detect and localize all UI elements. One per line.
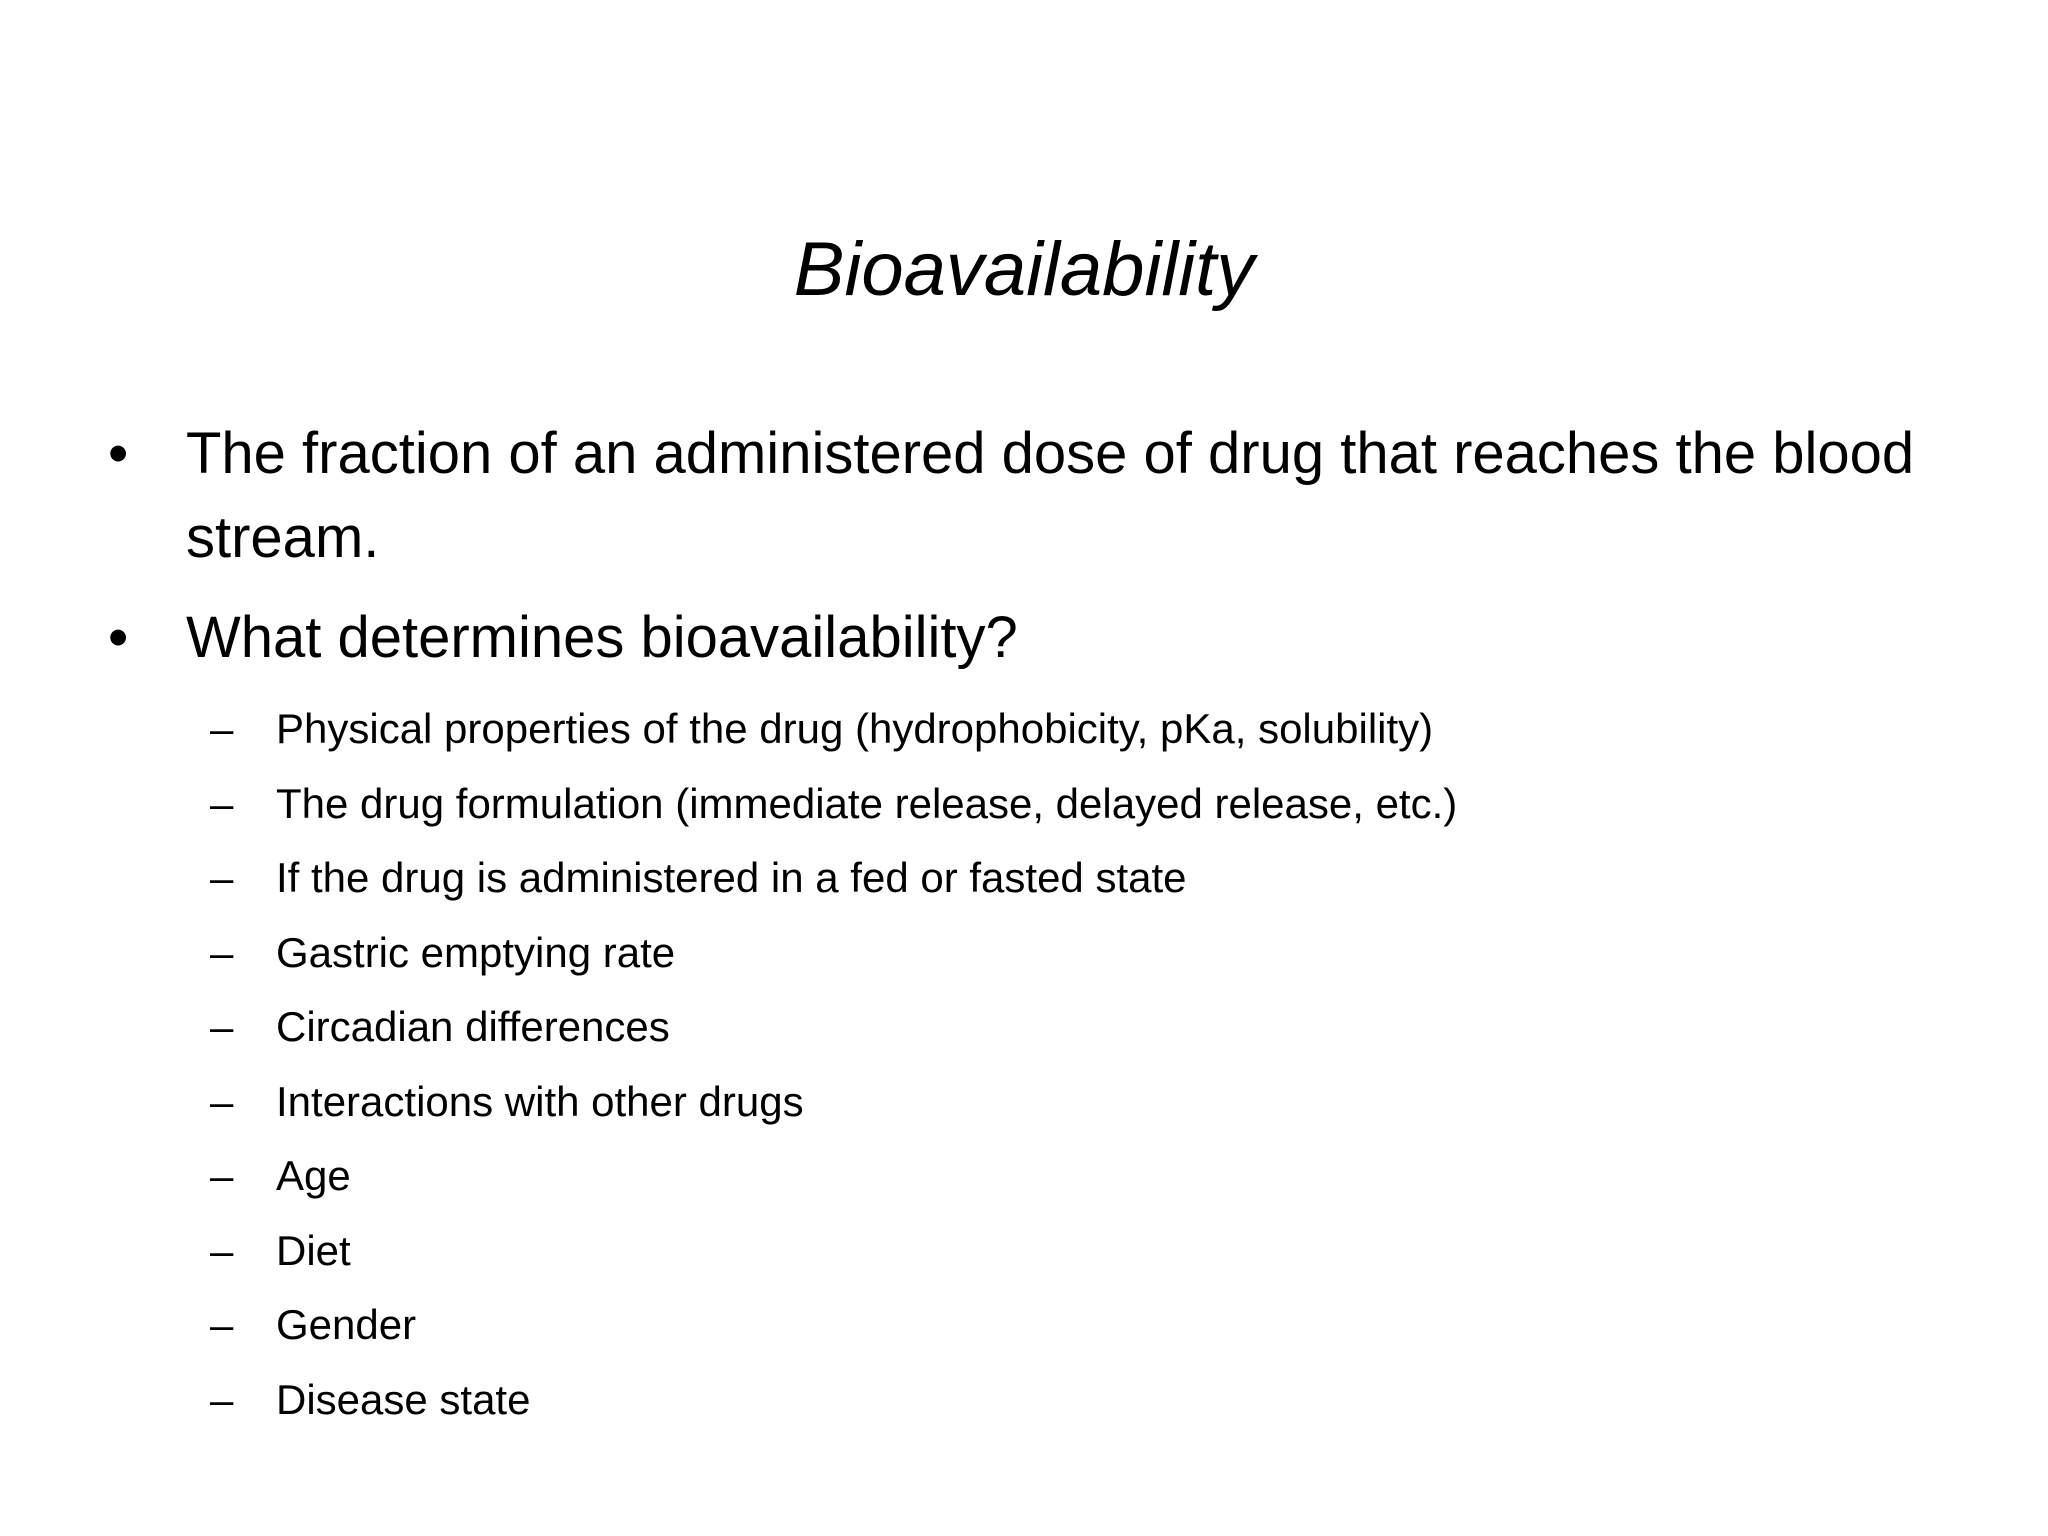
sub-bullet-text: Physical properties of the drug (hydrophobicity, pKa, solubility) <box>276 705 1434 752</box>
bullet-marker: • <box>108 605 129 670</box>
sub-bullet-text: Interactions with other drugs <box>276 1077 804 1125</box>
dash-marker: – <box>210 1301 234 1348</box>
sub-bullet-text: Circadian differences <box>276 1003 670 1050</box>
dash-marker: – <box>210 1226 234 1274</box>
dash-marker: – <box>210 1003 234 1050</box>
sub-bullet-item <box>210 1288 1968 1363</box>
sub-bullet-text: The drug formulation (immediate release, delayed release, etc.) <box>276 779 1458 827</box>
bullet-item <box>108 412 1968 580</box>
sub-bullet-text: Diet <box>276 1226 351 1274</box>
sub-bullet-text: Gastric emptying rate <box>276 928 676 976</box>
sub-bullet-item <box>210 1065 1968 1140</box>
bullet-marker: • <box>108 421 129 486</box>
dash-marker: – <box>210 1077 234 1125</box>
sub-bullet-item <box>210 692 1968 767</box>
dash-marker: – <box>210 1152 234 1199</box>
bullet-text: The fraction of an administered dose of drug that reaches the blood stream. <box>186 421 1915 570</box>
sub-bullet-item <box>210 990 1968 1065</box>
sub-bullet-text: Disease state <box>276 1375 531 1423</box>
sub-bullet-item <box>210 841 1968 916</box>
dash-marker: – <box>210 854 234 901</box>
bullet-item <box>108 596 1968 680</box>
sub-bullet-item <box>210 1214 1968 1289</box>
dash-marker: – <box>210 779 234 827</box>
sub-bullet-item <box>210 1363 1968 1438</box>
slide-title: Bioavailability <box>793 227 1255 312</box>
dash-marker: – <box>210 1375 234 1423</box>
sub-bullet-item <box>210 1139 1968 1214</box>
dash-marker: – <box>210 928 234 976</box>
sub-bullet-text: Age <box>276 1152 351 1199</box>
sub-bullet-list <box>108 692 1968 1437</box>
sub-bullet-text: If the drug is administered in a fed or fasted state <box>276 854 1187 901</box>
bullet-text: What determines bioavailability? <box>186 605 1018 670</box>
slide-content <box>108 412 1968 1437</box>
sub-bullet-item <box>210 767 1968 842</box>
sub-bullet-text: Gender <box>276 1301 417 1348</box>
dash-marker: – <box>210 705 234 752</box>
sub-bullet-item <box>210 916 1968 991</box>
